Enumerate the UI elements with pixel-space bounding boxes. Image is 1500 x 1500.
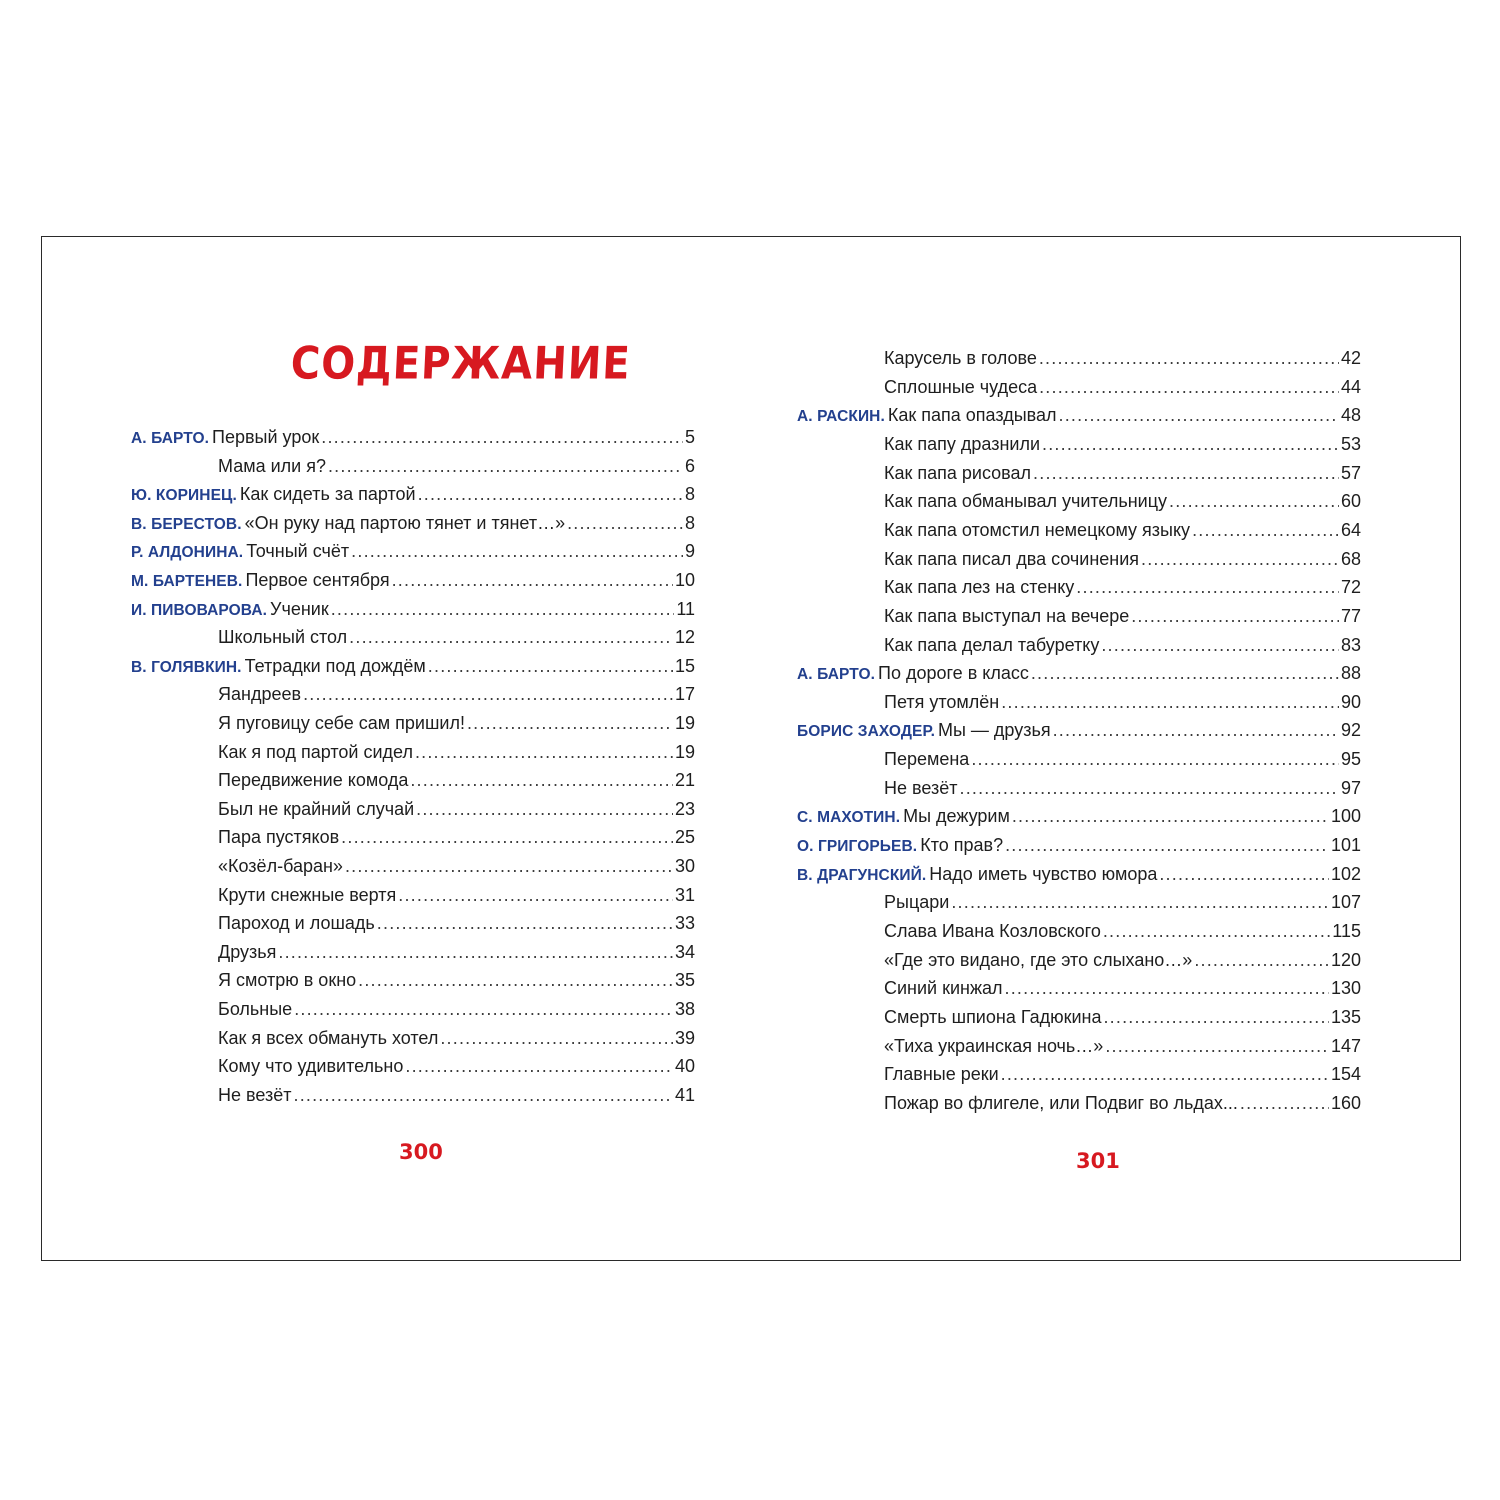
toc-dot-leader: [1159, 860, 1329, 888]
toc-page-number: 42: [1340, 348, 1361, 368]
toc-entry: [131, 652, 695, 680]
toc-entry: [797, 401, 1361, 429]
toc-entry: [797, 831, 1361, 859]
toc-title: «Он руку над партою тянет и тянет…»: [244, 512, 566, 533]
toc-page-number: 160: [1330, 1092, 1361, 1113]
toc-dot-leader: [1039, 344, 1339, 372]
toc-dot-leader: [1103, 917, 1330, 945]
toc-dot-leader: [1005, 974, 1329, 1002]
toc-page-number: 107: [1330, 892, 1361, 913]
toc-entry: [881, 888, 1361, 916]
toc-page-number: 23: [674, 798, 695, 819]
toc-page-number: 19: [674, 741, 695, 762]
toc-page-number: 102: [1330, 863, 1361, 884]
toc-entry: [215, 680, 695, 708]
contents-heading: СОДЕРЖАНИЕ: [289, 338, 632, 390]
toc-page-number: 90: [1340, 691, 1361, 712]
toc-title: Слава Ивана Козловского: [884, 921, 1101, 941]
toc-page-number: 100: [1330, 806, 1361, 827]
toc-dot-leader: [1053, 716, 1339, 744]
toc-title: Как папа делал табуретку: [884, 634, 1100, 655]
toc-entry: [215, 795, 695, 823]
toc-title: «Где это видано, где это слыхано…»: [884, 949, 1193, 970]
toc-title: Как папа опаздывал: [887, 405, 1057, 426]
toc-entry: [215, 452, 695, 480]
toc-title: Школьный стол: [218, 627, 348, 648]
toc-dot-leader: [294, 1081, 673, 1109]
toc-entry: [215, 738, 695, 766]
toc-page-number: 39: [674, 1027, 695, 1048]
toc-dot-leader: [418, 480, 683, 508]
toc-author: И. ПИВОВАРОВА.: [131, 601, 268, 619]
toc-title: Больные: [218, 999, 293, 1019]
toc-dot-leader: [294, 995, 673, 1023]
toc-title: Пожар во флигеле, или Подвиг во льдах...: [884, 1092, 1238, 1113]
toc-page-number: 60: [1340, 491, 1361, 512]
toc-dot-leader: [1076, 573, 1339, 601]
toc-page-number: 31: [674, 884, 695, 905]
toc-title: Как папа обманывал учительницу: [884, 491, 1168, 512]
toc-page-number: 154: [1330, 1064, 1361, 1085]
toc-title: Мы дежурим: [903, 806, 1010, 827]
toc-dot-leader: [467, 709, 673, 737]
toc-dot-leader: [1039, 373, 1339, 401]
toc-dot-leader: [415, 738, 673, 766]
toc-page-number: 19: [674, 713, 695, 733]
toc-title: Был не крайний случай: [218, 798, 415, 819]
toc-dot-leader: [1101, 631, 1339, 659]
toc-dot-leader: [392, 566, 673, 594]
toc-entry: [797, 716, 1361, 744]
toc-author: Р. АЛДОНИНА.: [131, 544, 244, 562]
toc-author: А. РАСКИН.: [797, 408, 885, 426]
toc-dot-leader: [405, 1052, 673, 1080]
toc-dot-leader: [358, 966, 673, 994]
toc-title: Тетрадки под дождём: [244, 655, 426, 676]
toc-page-number: 77: [1340, 605, 1361, 626]
toc-dot-leader: [410, 766, 673, 794]
toc-page-number: 15: [674, 655, 695, 676]
toc-title: Кому что удивительно: [218, 1056, 404, 1077]
toc-dot-leader: [331, 595, 675, 623]
toc-entry: [131, 566, 695, 594]
toc-dot-leader: [1103, 1003, 1328, 1031]
toc-page-number: 83: [1340, 634, 1361, 655]
toc-title: Как папа выступал на вечере: [884, 605, 1130, 626]
toc-dot-leader: [349, 623, 673, 651]
toc-page-number: 68: [1340, 548, 1361, 569]
toc-title: Пара пустяков: [218, 827, 340, 848]
toc-entry: [215, 938, 695, 966]
toc-entry: [881, 1060, 1361, 1088]
toc-page-number: 147: [1330, 1035, 1361, 1056]
toc-title: Ученик: [270, 598, 329, 619]
toc-page-number: 41: [674, 1084, 695, 1105]
toc-title: Мама или я?: [218, 455, 326, 476]
toc-page-number: 17: [674, 684, 695, 705]
toc-entry: [215, 709, 695, 737]
toc-title: Точный счёт: [246, 541, 350, 562]
toc-dot-leader: [328, 452, 683, 480]
toc-title: «Тиха украинская ночь…»: [884, 1035, 1104, 1056]
toc-entry: [881, 1089, 1361, 1117]
toc-entry: [215, 909, 695, 937]
toc-entry: [131, 509, 695, 537]
toc-author: В. ГОЛЯВКИН.: [131, 658, 242, 676]
toc-dot-leader: [1001, 1060, 1329, 1088]
toc-entry: [881, 946, 1361, 974]
toc-entry: [881, 459, 1361, 487]
toc-entry: [215, 766, 695, 794]
toc-entry: [881, 545, 1361, 573]
toc-entry: [215, 995, 695, 1023]
toc-title: Как я под партой сидел: [218, 741, 413, 762]
toc-title: Первое сентября: [245, 570, 390, 590]
toc-dot-leader: [1240, 1089, 1329, 1117]
toc-entry: [881, 602, 1361, 630]
toc-title: Главные реки: [884, 1064, 999, 1085]
toc-page-number: 115: [1332, 921, 1361, 941]
toc-entry: [881, 1003, 1361, 1031]
toc-dot-leader: [960, 774, 1339, 802]
toc-page-number: 6: [684, 455, 695, 476]
toc-dot-leader: [951, 888, 1329, 916]
toc-dot-leader: [1059, 401, 1339, 429]
toc-page-number: 38: [674, 999, 695, 1019]
toc-page-number: 88: [1340, 663, 1361, 684]
toc-title: Друзья: [218, 941, 277, 962]
toc-entry: [131, 537, 695, 565]
toc-dot-leader: [1131, 602, 1339, 630]
toc-author: О. ГРИГОРЬЕВ.: [797, 838, 918, 856]
toc-entry: [881, 573, 1361, 601]
toc-title: Синий кинжал: [884, 978, 1003, 999]
toc-title: Как папа писал два сочинения: [884, 548, 1140, 569]
toc-dot-leader: [416, 795, 673, 823]
toc-entry: [881, 344, 1361, 372]
toc-dot-leader: [971, 745, 1339, 773]
toc-title: Не везёт: [884, 777, 958, 798]
toc-dot-leader: [1005, 831, 1329, 859]
toc-entry: [881, 1032, 1361, 1060]
toc-page-number: 30: [674, 856, 695, 876]
toc-page-number: 21: [674, 770, 695, 791]
page-number-left: 300: [399, 1140, 443, 1164]
toc-title: Крути снежные вертя: [218, 884, 397, 905]
toc-page-number: 64: [1340, 519, 1361, 540]
toc-author: Ю. КОРИНЕЦ.: [131, 487, 237, 505]
toc-page-number: 120: [1330, 949, 1361, 970]
toc-page-number: 95: [1340, 749, 1361, 770]
toc-author: В. БЕРЕСТОВ.: [131, 515, 242, 533]
toc-entry: [215, 623, 695, 651]
toc-entry: [881, 631, 1361, 659]
toc-dot-leader: [321, 423, 683, 451]
toc-title: Надо иметь чувство юмора: [929, 863, 1158, 884]
toc-dot-leader: [377, 909, 673, 937]
toc-page-number: 92: [1340, 720, 1361, 741]
toc-dot-leader: [398, 881, 673, 909]
toc-entry: [215, 1024, 695, 1052]
toc-entry: [881, 516, 1361, 544]
toc-dot-leader: [1031, 659, 1339, 687]
toc-author: БОРИС ЗАХОДЕР.: [797, 723, 935, 741]
toc-page-number: 11: [676, 598, 695, 619]
toc-title: Я смотрю в окно: [218, 970, 357, 991]
toc-dot-leader: [440, 1024, 673, 1052]
page-number-right: 301: [1076, 1149, 1120, 1173]
toc-title: Как папу дразнили: [884, 433, 1041, 454]
toc-entry: [131, 595, 695, 623]
toc-entry: [881, 745, 1361, 773]
toc-title: Смерть шпиона Гадюкина: [884, 1006, 1102, 1027]
toc-title: По дороге в класс: [878, 663, 1029, 684]
toc-page-number: 97: [1340, 777, 1361, 798]
toc-dot-leader: [341, 823, 673, 851]
toc-dot-leader: [1192, 516, 1339, 544]
toc-dot-leader: [1042, 430, 1339, 458]
toc-author: С. МАХОТИН.: [797, 809, 901, 827]
toc-entry: [881, 430, 1361, 458]
toc-page-number: 40: [674, 1056, 695, 1077]
toc-title: Мы — друзья: [937, 720, 1051, 741]
toc-dot-leader: [1033, 459, 1339, 487]
toc-page-number: 34: [674, 941, 695, 962]
toc-title: Первый урок: [212, 427, 320, 447]
toc-title: Как папа рисовал: [884, 462, 1032, 483]
toc-page-number: 57: [1340, 462, 1361, 483]
toc-title: Яандреев: [218, 684, 302, 705]
toc-page-number: 10: [674, 570, 695, 590]
toc-page-number: 130: [1330, 978, 1361, 999]
toc-page-number: 25: [674, 827, 695, 848]
toc-page-number: 8: [684, 484, 695, 505]
toc-dot-leader: [1105, 1032, 1329, 1060]
toc-title: Перемена: [884, 749, 970, 770]
toc-author: В. ДРАГУНСКИЙ.: [797, 866, 927, 884]
toc-title: Я пуговицу себе сам пришил!: [218, 713, 465, 733]
toc-author: А. БАРТО.: [797, 666, 876, 684]
toc-dot-leader: [1194, 946, 1329, 974]
toc-entry: [797, 860, 1361, 888]
toc-page-number: 33: [674, 913, 695, 934]
toc-entry: [131, 480, 695, 508]
toc-dot-leader: [428, 652, 673, 680]
toc-page-number: 9: [684, 541, 695, 562]
toc-title: Петя утомлён: [884, 691, 1000, 712]
toc-page-number: 48: [1340, 405, 1361, 426]
toc-title: Сплошные чудеса: [884, 376, 1038, 397]
toc-entry: [881, 974, 1361, 1002]
toc-page-number: 101: [1330, 835, 1361, 856]
toc-title: Кто прав?: [920, 835, 1004, 856]
toc-dot-leader: [1012, 802, 1329, 830]
toc-entry: [881, 688, 1361, 716]
toc-dot-leader: [1141, 545, 1339, 573]
toc-entry: [881, 917, 1361, 945]
toc-entry: [215, 881, 695, 909]
toc-entry: [797, 659, 1361, 687]
toc-dot-leader: [303, 680, 673, 708]
toc-page-number: 72: [1340, 577, 1361, 598]
toc-author: М. БАРТЕНЕВ.: [131, 573, 243, 590]
toc-title: Как я всех обмануть хотел: [218, 1027, 439, 1048]
toc-page-number: 12: [674, 627, 695, 648]
toc-author: А. БАРТО.: [131, 430, 210, 447]
toc-title: Рыцари: [884, 892, 950, 913]
toc-entry: [131, 423, 695, 451]
toc-page-number: 5: [684, 427, 695, 447]
toc-entry: [215, 966, 695, 994]
toc-title: Карусель в голове: [884, 348, 1037, 368]
toc-title: Как папа отомстил немецкому языку: [884, 519, 1191, 540]
toc-entry: [215, 1052, 695, 1080]
toc-title: Передвижение комода: [218, 770, 409, 791]
toc-dot-leader: [278, 938, 673, 966]
toc-entry: [881, 373, 1361, 401]
toc-page-number: 8: [684, 512, 695, 533]
toc-title: Пароход и лошадь: [218, 913, 375, 934]
toc-title: Не везёт: [218, 1084, 292, 1105]
toc-title: «Козёл-баран»: [218, 856, 343, 876]
toc-title: Как сидеть за партой: [239, 484, 416, 505]
toc-entry: [881, 774, 1361, 802]
toc-title: Как папа лез на стенку: [884, 577, 1075, 598]
toc-entry: [215, 852, 695, 880]
toc-page-number: 135: [1330, 1006, 1361, 1027]
toc-entry: [215, 823, 695, 851]
toc-dot-leader: [1169, 487, 1339, 515]
toc-page-number: 35: [674, 970, 695, 991]
toc-dot-leader: [351, 537, 683, 565]
toc-entry: [797, 802, 1361, 830]
toc-entry: [881, 487, 1361, 515]
toc-dot-leader: [1001, 688, 1339, 716]
toc-dot-leader: [345, 852, 673, 880]
toc-page-number: 53: [1340, 433, 1361, 454]
toc-entry: [215, 1081, 695, 1109]
toc-page-number: 44: [1340, 376, 1361, 397]
toc-dot-leader: [567, 509, 683, 537]
